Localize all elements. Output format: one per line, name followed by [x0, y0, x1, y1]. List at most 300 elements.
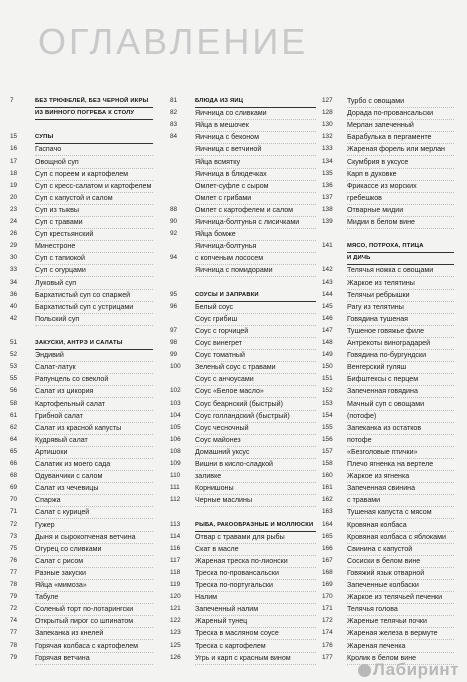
toc-page-number: 145: [322, 302, 333, 310]
toc-column-3: [322, 96, 456, 676]
toc-page-number: 130: [322, 121, 333, 129]
toc-entry-title: Суп с травами: [35, 217, 153, 229]
toc-page-number: 125: [170, 641, 181, 649]
toc-entry: [322, 157, 456, 167]
toc-entry-title: Салат с рисом: [35, 556, 153, 568]
toc-section-heading: [170, 520, 318, 530]
toc-page-number: 146: [322, 314, 333, 322]
toc-page-number: 155: [322, 423, 333, 431]
toc-entry-title: Бархатистый суп с устрицами: [35, 302, 153, 314]
toc-entry-title: Яичница в блюдечках: [195, 169, 316, 181]
toc-section-heading: [10, 132, 155, 142]
toc-page-number: 152: [322, 387, 333, 395]
toc-entry-title: Минестроне: [35, 241, 153, 253]
toc-entry-title: И ДИЧЬ: [347, 253, 454, 265]
toc-page-number: 128: [322, 109, 333, 117]
toc-entry-title: Яичница-болтунья: [195, 241, 316, 253]
toc-entry: [322, 120, 456, 130]
toc-entry-title: РЫБА, РАКООБРАЗНЫЕ И МОЛЛЮСКИ: [195, 520, 316, 532]
toc-entry: [322, 532, 456, 542]
toc-entry-title: Домашний уксус: [195, 447, 316, 459]
toc-page-number: 166: [322, 544, 333, 552]
toc-entry-title: заливке: [195, 471, 316, 483]
toc-page-number: 72: [10, 605, 18, 613]
toc-entry: [322, 616, 456, 626]
toc-entry-title: Разные закуски: [35, 568, 153, 580]
toc-entry: [322, 423, 456, 433]
toc-entry: [170, 217, 318, 227]
toc-page-number: 132: [322, 133, 333, 141]
toc-entry: [170, 278, 318, 288]
toc-entry-title: Табуле: [35, 592, 153, 604]
toc-page-number: 147: [322, 326, 333, 334]
toc-page-number: 123: [170, 629, 181, 637]
toc-page-number: 165: [322, 532, 333, 540]
toc-entry-title: Луковый суп: [35, 278, 153, 290]
toc-entry-title: с травами: [347, 495, 454, 507]
toc-page-number: 133: [322, 145, 333, 153]
toc-entry: [322, 144, 456, 154]
toc-entry: [322, 592, 456, 602]
toc-page-number: 108: [170, 447, 181, 455]
toc-entry-title: Яичница с ветчиной: [195, 144, 316, 156]
toc-entry: [10, 483, 155, 493]
toc-entry-title: МЯСО, ПОТРОХА, ПТИЦА: [347, 241, 454, 253]
toc-entry-title: [35, 120, 153, 121]
toc-entry: [10, 350, 155, 360]
toc-entry: [322, 459, 456, 469]
toc-page-number: 163: [322, 508, 333, 516]
toc-entry-title: Овощной суп: [35, 157, 153, 169]
toc-entry: [170, 641, 318, 651]
toc-entry-title: Говядина тушеная: [347, 314, 454, 326]
toc-entry-title: Мерлан запеченный: [347, 120, 454, 132]
toc-page-number: 167: [322, 556, 333, 564]
toc-entry-title: Открытый пирог со шпинатом: [35, 616, 153, 628]
toc-entry: [170, 386, 318, 396]
toc-page-number: 169: [322, 581, 333, 588]
toc-page-number: 30: [10, 254, 18, 262]
toc-page-number: 70: [10, 496, 18, 504]
toc-entry-title: Запеченная свинина: [347, 483, 454, 495]
toc-entry: [10, 653, 155, 663]
toc-page-number: 150: [322, 363, 333, 371]
toc-entry: [170, 326, 318, 336]
toc-page-number: 112: [170, 496, 181, 504]
toc-entry: [170, 302, 318, 312]
toc-entry-title: Барабулька в пергаменте: [347, 132, 454, 144]
toc-page-number: 104: [170, 411, 181, 419]
toc-page-number: 139: [322, 218, 333, 225]
toc-entry: [10, 120, 155, 130]
toc-entry-title: гребешков: [347, 193, 454, 205]
toc-entry-title: Суп с пореем и картофелем: [35, 169, 153, 181]
toc-entry-title: Соус майонез: [195, 435, 316, 447]
toc-page-number: 111: [170, 484, 180, 492]
toc-entry-title: Жареная треска по-лионски: [195, 556, 316, 568]
toc-entry: [10, 423, 155, 433]
toc-page-number: 103: [170, 399, 181, 407]
toc-entry-title: Кровяная колбаса с яблоками: [347, 532, 454, 544]
toc-entry-title: Скумбрия в уксусе: [347, 157, 454, 169]
toc-entry-title: Жареные телячьи почки: [347, 616, 454, 628]
toc-entry: [10, 229, 155, 239]
toc-page-number: 122: [170, 617, 181, 625]
toc-entry-title: Карп в духовке: [347, 169, 454, 181]
toc-page-number: 24: [10, 218, 18, 225]
toc-page-number: 177: [322, 653, 333, 661]
toc-entry-title: потофе: [347, 435, 454, 447]
toc-entry: [322, 580, 456, 590]
toc-entry: [10, 362, 155, 372]
toc-entry: [10, 507, 155, 517]
toc-entry-title: Салатик из моего сада: [35, 459, 153, 471]
toc-entry: [170, 507, 318, 517]
toc-entry: [170, 144, 318, 154]
toc-entry-title: Турбо с овощами: [347, 96, 454, 108]
toc-entry: [10, 205, 155, 215]
toc-entry: [322, 641, 456, 651]
toc-entry: [10, 447, 155, 457]
toc-section-heading: [170, 96, 318, 106]
toc-entry-title: Запеканка из кнелей: [35, 628, 153, 640]
toc-entry-title: Угрь и карп с красным вином: [195, 653, 316, 665]
toc-entry-title: Эндивий: [35, 350, 153, 362]
toc-entry: [170, 374, 318, 384]
toc-entry: [170, 411, 318, 421]
toc-entry-title: [195, 278, 316, 279]
toc-entry-title: Дорада по-провансальски: [347, 108, 454, 120]
toc-page-number: 170: [322, 593, 333, 601]
toc-entry-title: Запеканка из остатков: [347, 423, 454, 435]
toc-entry: [10, 399, 155, 409]
toc-page-number: 116: [170, 544, 181, 552]
toc-page-number: 168: [322, 568, 333, 576]
toc-page-number: 74: [10, 617, 18, 625]
toc-entry-title: Салат из цикория: [35, 386, 153, 398]
toc-page-number: 75: [10, 544, 18, 552]
toc-entry-title: Треска по-провансальски: [195, 568, 316, 580]
toc-entry: [322, 435, 456, 445]
toc-entry: [170, 495, 318, 505]
toc-page-number: 158: [322, 460, 333, 467]
toc-entry: [10, 592, 155, 602]
toc-entry: [10, 253, 155, 263]
toc-page-number: 109: [170, 460, 181, 467]
toc-entry: [170, 471, 318, 481]
toc-page-number: 156: [322, 435, 333, 443]
toc-entry: [322, 447, 456, 457]
publisher-watermark: Лабиринт: [358, 660, 459, 680]
toc-entry: [170, 653, 318, 663]
toc-entry-title: Отвар с травами для рыбы: [195, 532, 316, 544]
toc-page-number: 77: [10, 629, 18, 637]
toc-entry: [10, 544, 155, 554]
toc-page-number: 96: [170, 302, 178, 310]
toc-page-number: 121: [170, 605, 181, 613]
toc-entry: [170, 592, 318, 602]
toc-entry: [322, 507, 456, 517]
toc-entry-title: БЕЗ ТРЮФЕЛЕЙ, БЕЗ ЧЕРНОЙ ИКРЫ: [35, 96, 153, 108]
toc-entry-title: Кудрявый салат: [35, 435, 153, 447]
toc-entry: [322, 205, 456, 215]
toc-entry: [10, 193, 155, 203]
toc-entry: [10, 568, 155, 578]
toc-entry-title: Треска по-португальски: [195, 580, 316, 592]
toc-entry-title: Свинина с капустой: [347, 544, 454, 556]
toc-page-number: 92: [170, 230, 178, 238]
toc-entry-title: Соленый торт по-лотарингски: [35, 604, 153, 616]
toc-entry-title: Тушеная капуста с мясом: [347, 507, 454, 519]
toc-page-number: 53: [10, 363, 18, 371]
toc-entry: [322, 471, 456, 481]
toc-entry-title: Соус голландский (быстрый): [195, 411, 316, 423]
toc-section-heading: [322, 241, 456, 251]
toc-entry-title: Кролик в белом вине: [347, 653, 454, 665]
toc-entry-title: Соус с анчоусами: [195, 374, 316, 386]
toc-page-number: 153: [322, 399, 333, 407]
toc-entry-title: Жареная железа в вермуте: [347, 628, 454, 640]
toc-entry-title: Черные маслины: [195, 495, 316, 507]
toc-entry-title: Огурец со сливками: [35, 544, 153, 556]
toc-page-number: 15: [10, 133, 18, 141]
toc-entry: [170, 604, 318, 614]
toc-entry-title: Грибной салат: [35, 411, 153, 423]
toc-page-number: 113: [170, 520, 181, 528]
toc-page-number: 151: [322, 375, 333, 383]
toc-page-number: 83: [170, 121, 178, 129]
toc-page-number: 90: [170, 218, 178, 225]
toc-page-number: 73: [10, 532, 18, 540]
toc-page-number: 134: [322, 157, 333, 165]
toc-entry: [10, 520, 155, 530]
toc-page-number: 172: [322, 617, 333, 625]
toc-entry-title: Мачный суп с овощами: [347, 399, 454, 411]
toc-page-number: 157: [322, 447, 333, 455]
toc-entry: [10, 435, 155, 445]
toc-entry-title: Яйца всмятку: [195, 157, 316, 169]
toc-entry: [170, 423, 318, 433]
toc-entry-title: Рагу из телятины: [347, 302, 454, 314]
toc-entry-title: Омлет с картофелем и салом: [195, 205, 316, 217]
toc-entry: [10, 314, 155, 324]
toc-section-heading: [10, 108, 155, 118]
toc-page-number: 79: [10, 653, 18, 661]
toc-entry-title: Фрикассе из морских: [347, 181, 454, 193]
toc-entry-title: Плечо ягненка на вертеле: [347, 459, 454, 471]
toc-entry: [322, 314, 456, 324]
toc-entry: [322, 229, 456, 239]
toc-entry: [170, 616, 318, 626]
toc-entry-title: Запеченная говядина: [347, 386, 454, 398]
toc-page-number: 94: [170, 254, 178, 262]
toc-entry-title: Жареная форель или мерлан: [347, 144, 454, 156]
toc-entry: [10, 471, 155, 481]
toc-entry-title: Суп с тапиокой: [35, 253, 153, 265]
toc-entry-title: Вишни в кисло-сладкой: [195, 459, 316, 471]
toc-page-number: 88: [170, 205, 178, 213]
toc-page-number: 78: [10, 641, 18, 649]
toc-page-number: 26: [10, 230, 18, 238]
toc-entry-title: Жареный тунец: [195, 616, 316, 628]
toc-entry-title: Салат из красной капусты: [35, 423, 153, 435]
toc-entry: [170, 532, 318, 542]
toc-entry: [170, 435, 318, 445]
toc-entry-title: Треска с картофелем: [195, 641, 316, 653]
toc-entry-title: [347, 229, 454, 230]
toc-page-number: 127: [322, 97, 333, 104]
toc-section-heading: [10, 96, 155, 106]
toc-column-1: [10, 96, 155, 676]
toc-entry: [322, 193, 456, 203]
toc-entry-title: Яичница-болтунья с лисичками: [195, 217, 316, 229]
toc-entry-title: Жаркое из ягненка: [347, 471, 454, 483]
toc-entry-title: Говядина по-бургундски: [347, 350, 454, 362]
toc-page-number: 69: [10, 484, 18, 492]
toc-entry: [10, 181, 155, 191]
toc-entry: [170, 108, 318, 118]
toc-entry-title: Салат-латук: [35, 362, 153, 374]
toc-page-number: 105: [170, 423, 181, 431]
toc-page-number: 61: [10, 411, 18, 419]
toc-entry-title: Суп с кресс-салатом и картофелем: [35, 181, 153, 193]
toc-entry: [10, 144, 155, 154]
toc-page-number: 20: [10, 193, 18, 201]
toc-entry: [322, 278, 456, 288]
toc-entry: [170, 483, 318, 493]
toc-page-number: 110: [170, 472, 181, 480]
toc-entry-title: Телячьи ребрышки: [347, 290, 454, 302]
toc-page-number: 76: [10, 556, 18, 564]
toc-entry: [170, 241, 318, 251]
toc-column-2: [170, 96, 318, 676]
toc-entry: [170, 205, 318, 215]
toc-entry-title: СУПЫ: [35, 132, 153, 144]
toc-entry-title: Горячая колбаса с картофелем: [35, 641, 153, 653]
toc-entry-title: Одуванчики с салом: [35, 471, 153, 483]
toc-page-number: 29: [10, 242, 18, 250]
toc-page-number: 77: [10, 568, 18, 576]
toc-page-number: 136: [322, 181, 333, 189]
toc-page-number: 81: [170, 97, 178, 104]
toc-entry: [170, 459, 318, 469]
toc-page-number: 17: [10, 157, 18, 165]
toc-page-number: 95: [170, 290, 178, 298]
toc-entry-title: Жаркое из телячьей печенки: [347, 592, 454, 604]
toc-entry-title: Запеченные колбаски: [347, 580, 454, 592]
toc-entry-title: Яйца «мимоза»: [35, 580, 153, 592]
toc-entry-title: Суп из тыквы: [35, 205, 153, 217]
toc-page-number: 64: [10, 435, 18, 443]
toc-page-number: 154: [322, 411, 333, 419]
toc-entry-title: Отварные мидии: [347, 205, 454, 217]
toc-page-number: 62: [10, 423, 18, 431]
toc-entry: [10, 278, 155, 288]
toc-entry: [170, 169, 318, 179]
toc-entry: [322, 217, 456, 227]
toc-page-number: 82: [170, 109, 178, 117]
toc-page-number: 164: [322, 520, 333, 528]
toc-page-number: 18: [10, 169, 18, 177]
toc-entry-title: БЛЮДА ИЗ ЯИЦ: [195, 96, 316, 108]
toc-entry-title: Соус грибиш: [195, 314, 316, 326]
toc-page-number: 16: [10, 145, 18, 153]
toc-page-number: 148: [322, 339, 333, 346]
toc-entry: [10, 459, 155, 469]
toc-entry-title: Соус винегрет: [195, 338, 316, 350]
toc-entry-title: «Безголовые птички»: [347, 447, 454, 459]
watermark-logo-icon: [358, 664, 371, 677]
toc-entry: [10, 628, 155, 638]
toc-page-number: 51: [10, 339, 18, 346]
toc-entry: [170, 556, 318, 566]
toc-entry: [322, 350, 456, 360]
toc-entry: [10, 326, 155, 336]
toc-entry: [10, 217, 155, 227]
toc-entry-title: Спаржа: [35, 495, 153, 507]
toc-entry-title: Суп крестьянский: [35, 229, 153, 241]
toc-entry: [322, 568, 456, 578]
toc-entry: [322, 628, 456, 638]
toc-entry-title: Яичница со сливками: [195, 108, 316, 120]
toc-entry-title: Гаспачо: [35, 144, 153, 156]
toc-entry-title: Горячая ветчина: [35, 653, 153, 665]
toc-entry-title: Говяжий язык отварной: [347, 568, 454, 580]
toc-page-number: 119: [170, 581, 181, 588]
toc-page-number: 142: [322, 266, 333, 274]
toc-entry: [10, 641, 155, 651]
toc-entry-title: Омлет с грибами: [195, 193, 316, 205]
toc-page-number: 174: [322, 629, 333, 637]
toc-entry: [322, 411, 456, 421]
toc-entry: [170, 132, 318, 142]
toc-page-number: 36: [10, 290, 18, 298]
toc-entry-title: Белый соус: [195, 302, 316, 314]
toc-entry-title: (потофе): [347, 411, 454, 423]
toc-entry-title: Тушеное говяжье филе: [347, 326, 454, 338]
toc-entry: [170, 265, 318, 275]
toc-page-number: 68: [10, 472, 18, 480]
toc-page-number: 114: [170, 532, 181, 540]
toc-entry-title: Артишоки: [35, 447, 153, 459]
toc-page-number: 117: [170, 556, 181, 564]
toc-page-number: 160: [322, 472, 333, 480]
toc-entry: [170, 193, 318, 203]
toc-entry-title: [35, 326, 153, 327]
toc-entry-title: Суп с капустой и салом: [35, 193, 153, 205]
toc-entry-title: Соус «Белое масло»: [195, 386, 316, 398]
toc-page-number: 135: [322, 169, 333, 177]
toc-entry: [170, 447, 318, 457]
toc-page-number: 138: [322, 205, 333, 213]
toc-entry: [322, 338, 456, 348]
toc-entry-title: ЗАКУСКИ, АНТРЭ И САЛАТЫ: [35, 338, 153, 350]
toc-page-number: 171: [322, 605, 333, 613]
toc-entry-title: Зеленый соус с травами: [195, 362, 316, 374]
toc-entry: [10, 556, 155, 566]
toc-entry-title: Соус томатный: [195, 350, 316, 362]
toc-entry-title: Яичница с помидорами: [195, 265, 316, 277]
toc-entry: [170, 628, 318, 638]
toc-entry-title: Антрекоты виноградарей: [347, 338, 454, 350]
toc-page-number: 79: [10, 593, 18, 601]
toc-entry-title: Жареная печенка: [347, 641, 454, 653]
toc-entry: [170, 580, 318, 590]
toc-page-number: 137: [322, 193, 333, 201]
toc-page-number: 144: [322, 290, 333, 298]
toc-page-number: 162: [322, 496, 333, 504]
toc-entry: [10, 495, 155, 505]
